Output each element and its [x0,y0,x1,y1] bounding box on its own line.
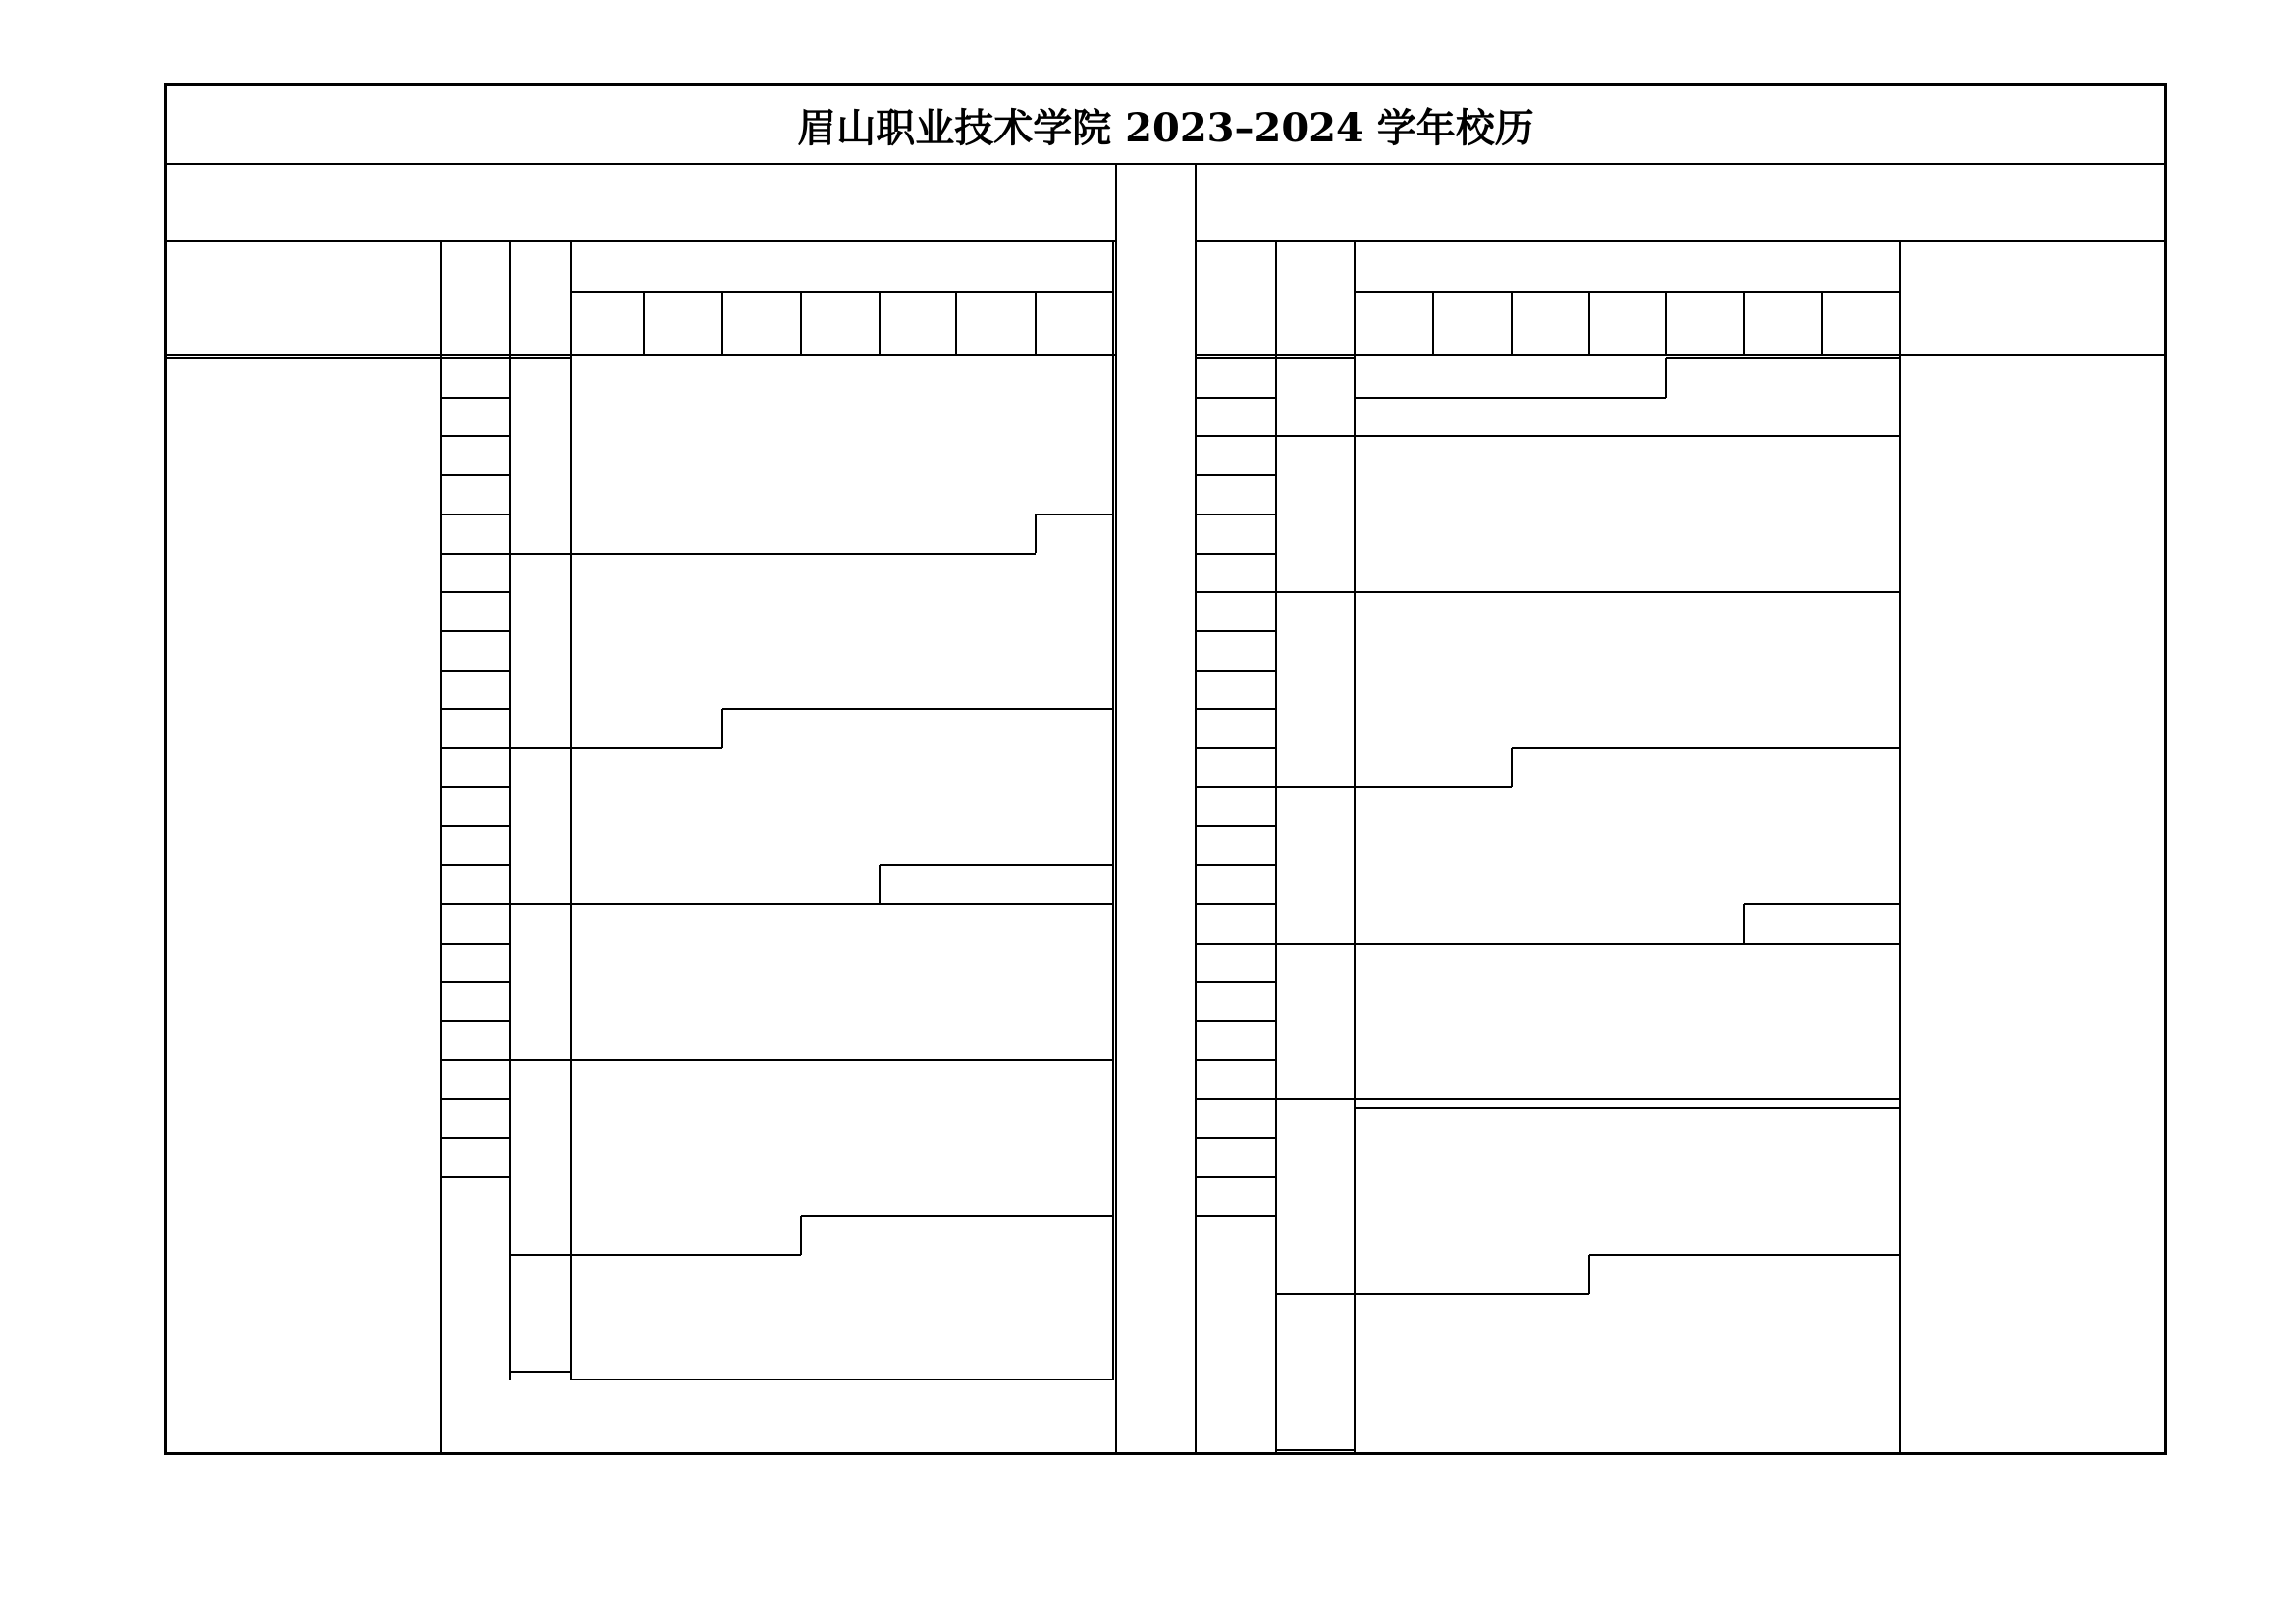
grid-line [1355,786,1512,788]
grid-line [800,1216,802,1255]
grid-line [1743,904,1745,944]
grid-line [441,1059,510,1061]
grid-line [571,1379,1113,1380]
grid-line [1196,981,1276,983]
grid-line [1112,241,1114,1380]
grid-line [1196,943,1276,945]
grid-line [1355,1098,1900,1100]
grid-line [643,292,645,355]
grid-line [1035,514,1037,554]
grid-line [1355,435,1900,437]
spring-vacation-label [1196,1216,1276,1449]
grid-line [721,292,723,355]
autumn-month-label [510,904,571,1060]
grid-line [879,865,881,904]
spring-month-label [1276,1099,1355,1294]
grid-line [1511,292,1513,355]
grid-line [571,1059,1113,1061]
grid-line [1196,864,1276,866]
grid-line [510,1371,571,1373]
semester-label-spring [1196,164,2164,241]
grid-line [1196,670,1276,672]
grid-line [571,291,1113,293]
grid-line [1196,435,1276,437]
grid-line [1588,292,1590,355]
grid-line [1196,903,1276,905]
grid-line [1589,1254,1900,1256]
grid-line [1355,943,1900,945]
grid-line [800,292,802,355]
grid-line [441,553,510,555]
page-title: 眉山职业技术学院 2023–2024 学年校历 [797,104,1534,151]
spring-month-label [1276,944,1355,1100]
grid-line [1355,1293,1589,1295]
grid-line [1196,1098,1276,1100]
grid-line [1196,553,1276,555]
grid-line [1035,292,1037,355]
grid-line [1432,292,1434,355]
grid-line [1196,708,1276,710]
grid-line [1588,1255,1590,1294]
grid-line [721,709,723,748]
spring-month-label [1276,787,1355,944]
grid-line [441,514,510,515]
grid-line [1744,903,1900,905]
grid-line [1196,1137,1276,1139]
grid-line [1196,1176,1276,1178]
autumn-month-label [510,1255,571,1372]
grid-line [1276,1449,1355,1451]
grid-line [1196,825,1276,827]
grid-line [955,292,957,355]
grid-line [441,864,510,866]
grid-line [1665,358,1667,398]
grid-line [1355,397,1666,399]
grid-line [167,357,571,359]
grid-line [1355,1107,1900,1109]
grid-line [1512,747,1900,749]
autumn-month-label [510,358,571,554]
grid-line [571,747,722,749]
spring-month-label [1276,592,1355,787]
grid-line [1196,1020,1276,1022]
grid-line [1196,357,1355,359]
grid-line [880,864,1113,866]
grid-line [441,903,510,905]
grid-line [571,1254,801,1256]
grid-line [1355,291,1900,293]
grid-line [1196,514,1276,515]
grid-line [441,786,510,788]
grid-line [1821,292,1823,355]
grid-line [1196,786,1276,788]
grid-line [441,1020,510,1022]
grid-line [1196,354,2164,356]
spring-month-label [1276,358,1355,436]
autumn-vacation-label [441,1177,510,1373]
spring-month-label [1276,1294,1355,1450]
grid-line [441,825,510,827]
autumn-month-label [510,1060,571,1256]
grid-line [441,591,510,593]
grid-line [801,1215,1113,1217]
grid-line [441,474,510,476]
grid-line [441,1137,510,1139]
grid-line [1743,292,1745,355]
grid-line [722,708,1113,710]
grid-line [1665,292,1667,355]
grid-line [1196,474,1276,476]
grid-line [441,1098,510,1100]
grid-line [879,292,881,355]
grid-line [1196,630,1276,632]
grid-line [1196,591,1276,593]
semester-label-autumn [167,164,1116,241]
grid-line [1355,591,1900,593]
grid-line [571,553,1036,555]
grid-line [441,435,510,437]
autumn-month-label [510,748,571,904]
grid-line [441,943,510,945]
spring-month-label [1276,436,1355,592]
grid-line [1196,397,1276,399]
grid-line [1666,357,1900,359]
grid-line [441,630,510,632]
grid-line [1115,164,1117,1455]
grid-line [167,354,1116,356]
grid-line [441,397,510,399]
grid-line [1899,1108,1901,1455]
grid-line [441,981,510,983]
grid-line [441,747,510,749]
grid-line [1511,748,1513,787]
grid-line [1196,1059,1276,1061]
grid-line [441,670,510,672]
grid-line [441,708,510,710]
grid-line [1036,514,1113,515]
grid-line [571,903,1113,905]
autumn-month-label [510,554,571,749]
grid-line [1196,747,1276,749]
